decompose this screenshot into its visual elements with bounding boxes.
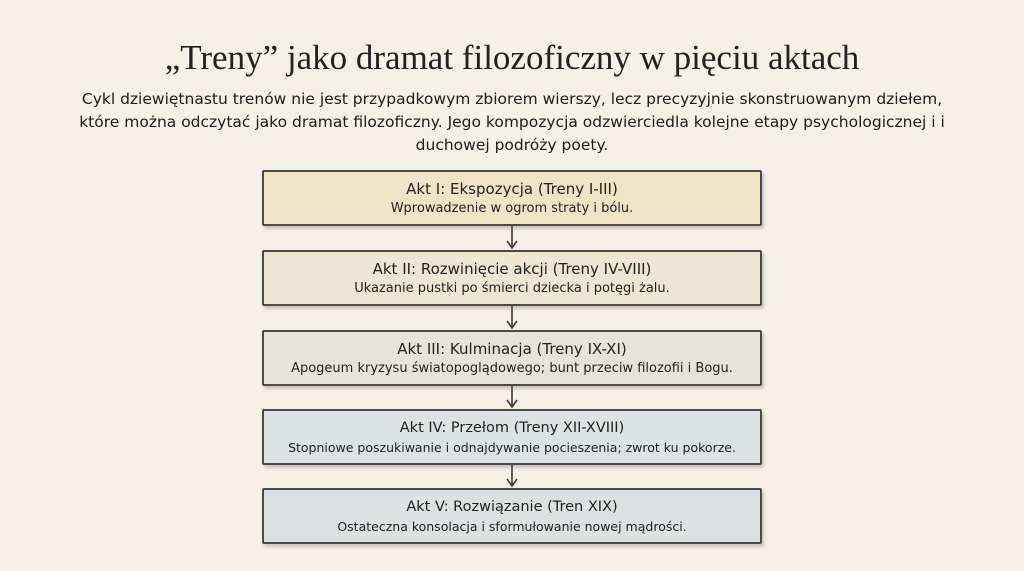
arrow-2-to-3 (507, 306, 517, 328)
act-1-box (262, 170, 762, 226)
act-5-box (262, 488, 762, 544)
act-5-heading: Akt V: Rozwiązanie (Tren XIX) (406, 499, 618, 515)
page-title: „Treny” jako dramat filozoficzny w pięciu aktach (164, 38, 860, 77)
act-3-box (262, 330, 762, 386)
act-4-heading: Akt IV: Przełom (Treny XII-XVIII) (399, 420, 625, 436)
act-2-description: Ukazanie pustki po śmierci dziecka i potęgi żalu. (354, 281, 670, 296)
intro-paragraph: Cykl dziewiętnastu trenów nie jest przypadkowym zbiorem wierszy, lecz precyzyjnie skonstruowanym dziełem, które można odczytać jako dramat filozoficzny. Jego kompozycja odzwierciedla kolejne etapy psychologicznej i i duchowej podróży poety. (79, 90, 945, 154)
act-5-description: Ostateczna konsolacja i sformułowanie nowej mądrości. (337, 519, 687, 534)
act-3-description: Apogeum kryzysu światopoglądowego; bunt przeciw filozofii i Bogu. (291, 361, 733, 376)
act-1-heading: Akt I: Ekspozycja (Treny I-III) (406, 180, 618, 198)
act-2-heading: Akt II: Rozwinięcie akcji (Treny IV-VIII) (372, 260, 652, 278)
act-4-box (262, 409, 762, 465)
arrow-3-to-4 (507, 386, 517, 407)
arrow-4-to-5 (507, 465, 517, 486)
arrow-1-to-2 (507, 226, 517, 248)
act-4-description: Stopniowe poszukiwanie i odnajdywanie pocieszenia; zwrot ku pokorze. (288, 440, 736, 455)
act-1-description: Wprowadzenie w ogrom straty i bólu. (390, 201, 634, 216)
act-2-box (262, 250, 762, 306)
act-3-heading: Akt III: Kulminacja (Treny IX-XI) (397, 340, 627, 358)
